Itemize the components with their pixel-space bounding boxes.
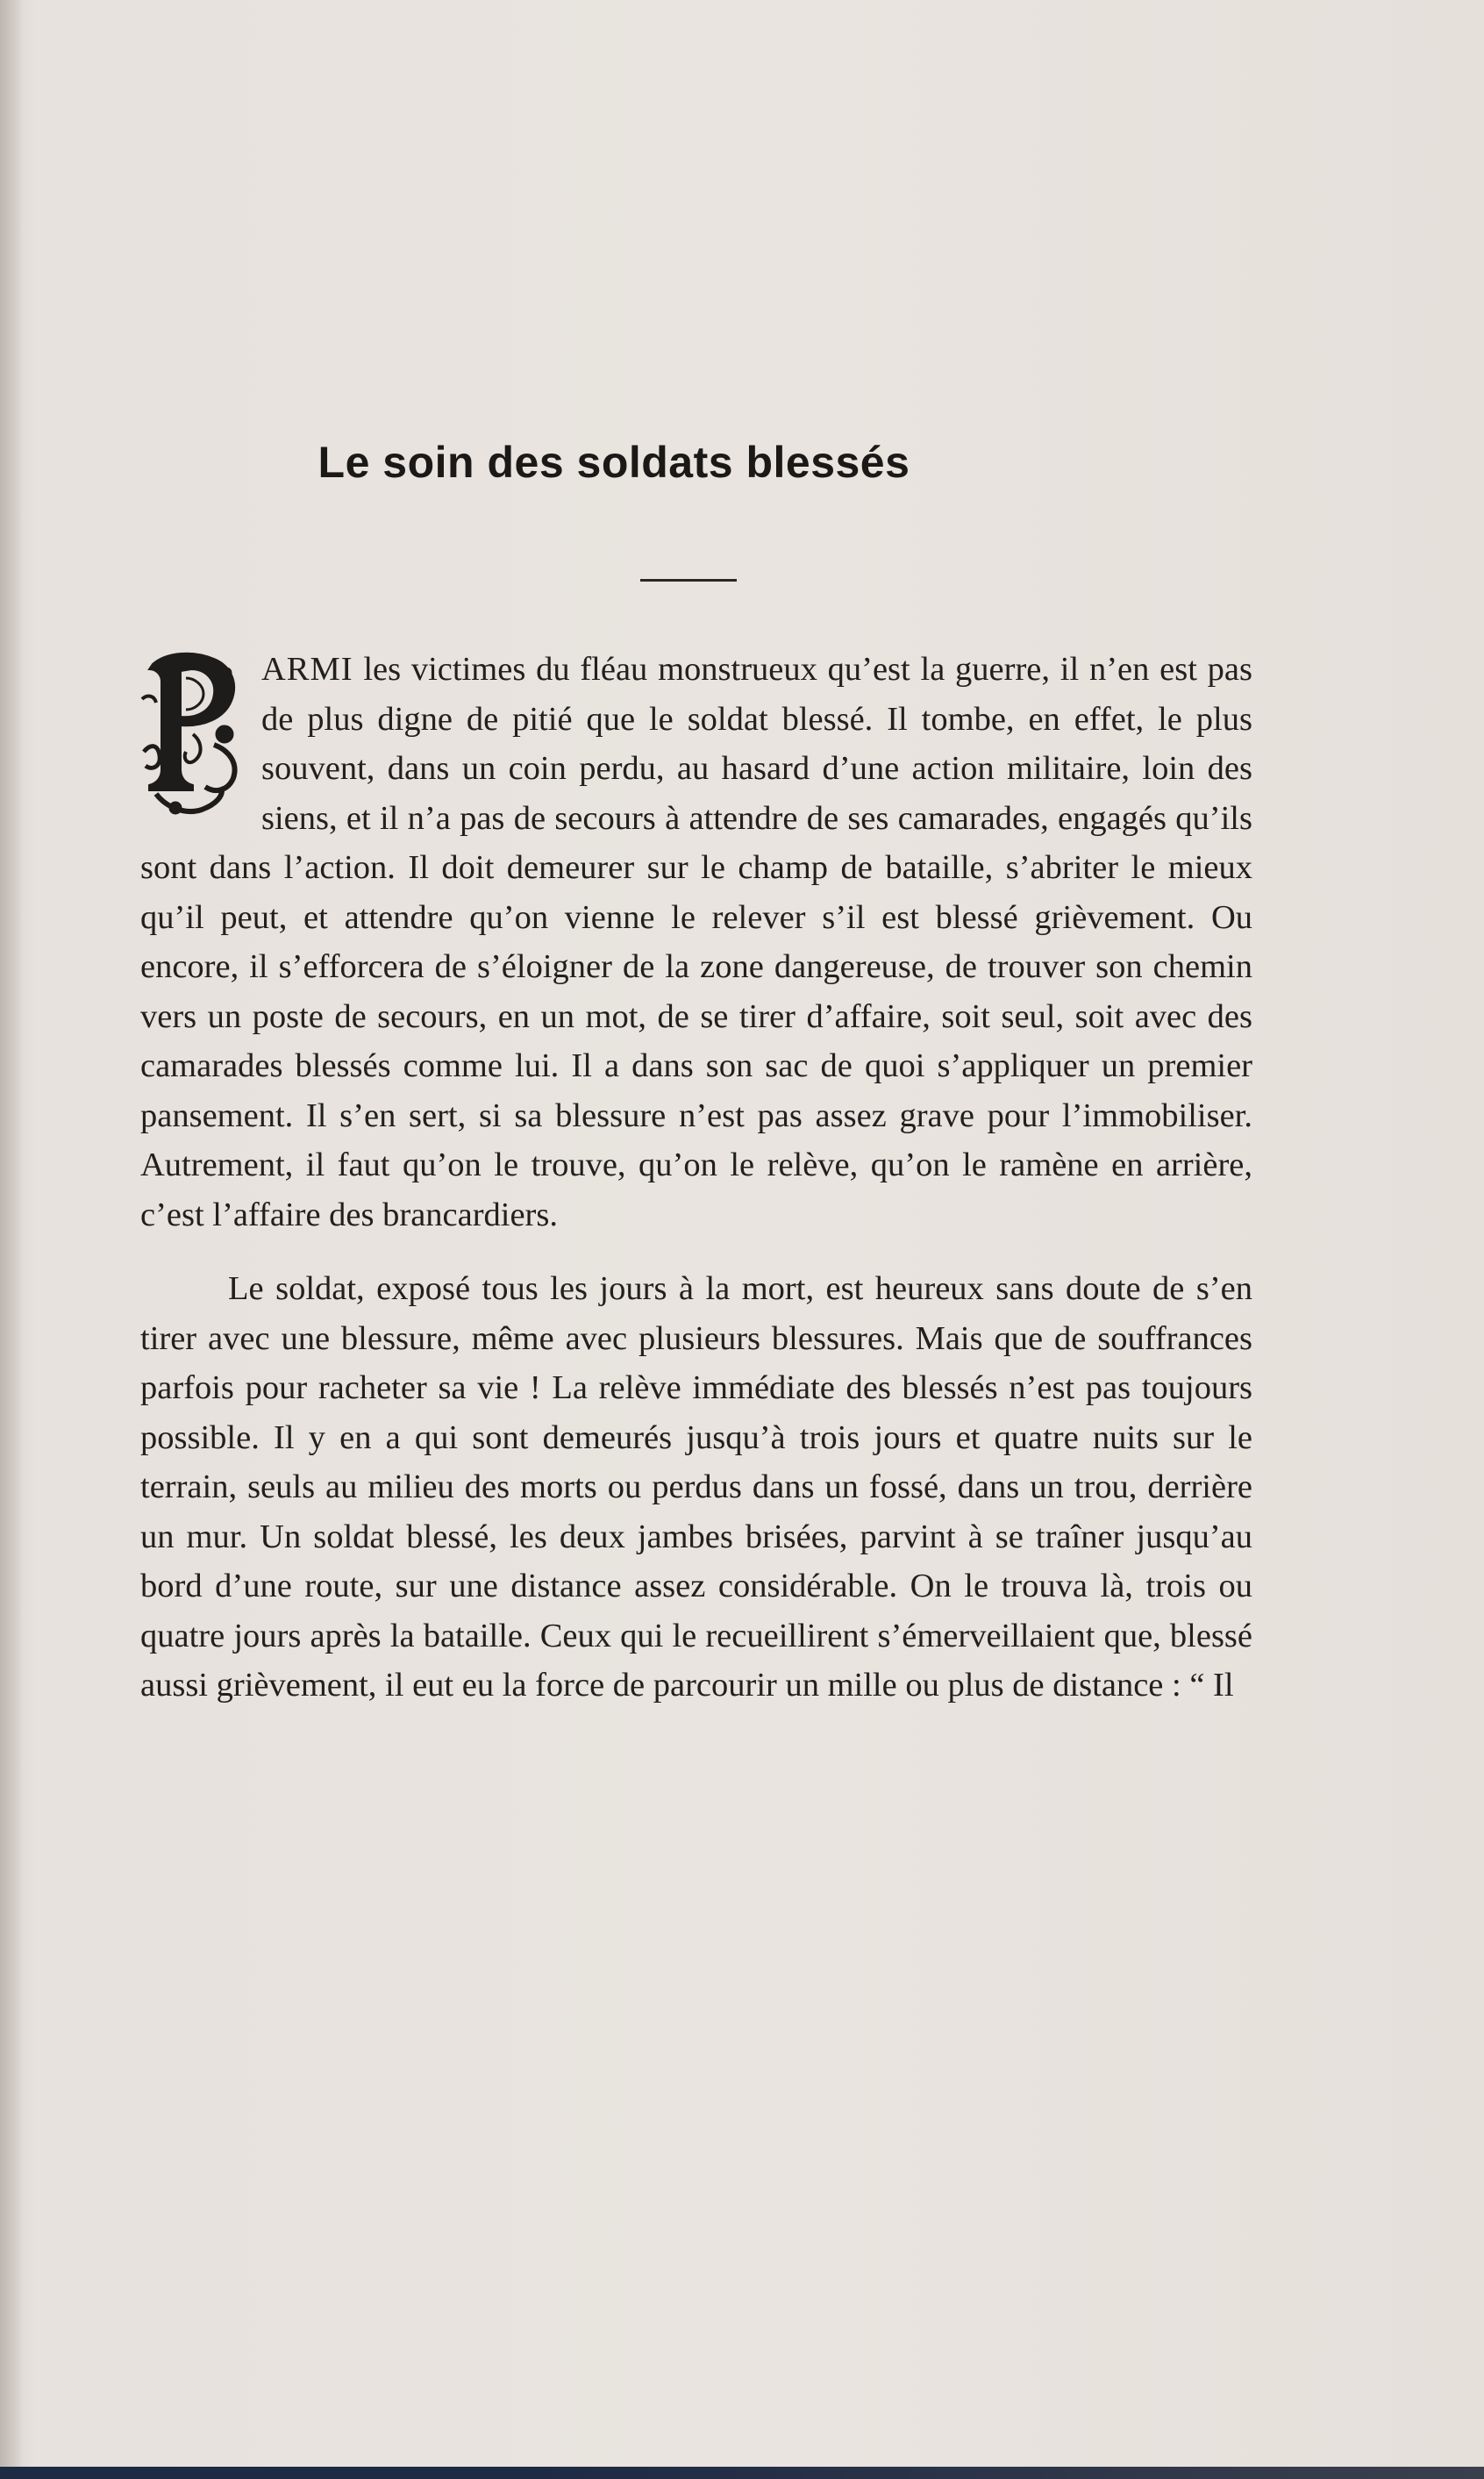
page-title: Le soin des soldats blessés bbox=[317, 438, 910, 487]
scan-bottom-edge bbox=[0, 2467, 1484, 2479]
page-spine-shadow bbox=[0, 0, 21, 2479]
paragraph-2: Le soldat, exposé tous les jours à la mort, est heureux sans doute de s’en tirer avec une blessure, même avec plusieurs blessures. Mais que de souffrances parfois pour racheter sa vie ! La relève immédiate des blessés n’est pas toujours possible. Il y en a qui sont demeurés jusqu’à trois jours et quatre nuits sur le terrain, seuls au milieu des morts ou perdus dans un fossé, dans un trou, derrière un mur. Un soldat blessé, les deux jambes brisées, parvint à se traîner jusqu’au bord d’une route, sur une distance assez considérable. On le trouva là, trois ou quatre jours après la bataille. Ceux qui le recueillirent s’émerveillaient que, blessé aussi grièvement, il eut eu la force de parcourir un mille ou plus de distance : “ Il bbox=[140, 1270, 1252, 1704]
article-body bbox=[140, 645, 1252, 1711]
ornamental-drop-cap-p-icon bbox=[140, 647, 242, 818]
title-divider bbox=[640, 579, 737, 582]
paragraph-1 bbox=[140, 645, 1252, 1240]
first-word: ARMI bbox=[261, 651, 353, 688]
paragraph-1-text: les victimes du fléau monstrueux qu’est la guerre, il n’en est pas de plus digne de pitié que le soldat blessé. Il tombe, en effet, le plus souvent, dans un coin perdu, au hasard d’une action militaire, loin des siens, et il n’a pas de secours à attendre de ses camarades, engagés qu’ils sont dans l’action. Il doit demeurer sur le champ de bataille, s’abriter le mieux qu’il peut, et attendre qu’on vienne le relever s’il est blessé grièvement. Ou encore, il s’efforcera de s’éloigner de la zone dangereuse, de trouver son chemin vers un poste de secours, en un mot, de se tirer d’affaire, soit seul, soit avec des camarades blessés comme lui. Il a dans son sac de quoi s’appliquer un premier pansement. Il s’en sert, si sa blessure n’est pas assez grave pour l’immobiliser. Autrement, il faut qu’on le trouve, qu’on le relève, qu’on le ramène en arrière, c’est l’affaire des brancardiers. bbox=[140, 651, 1252, 1233]
